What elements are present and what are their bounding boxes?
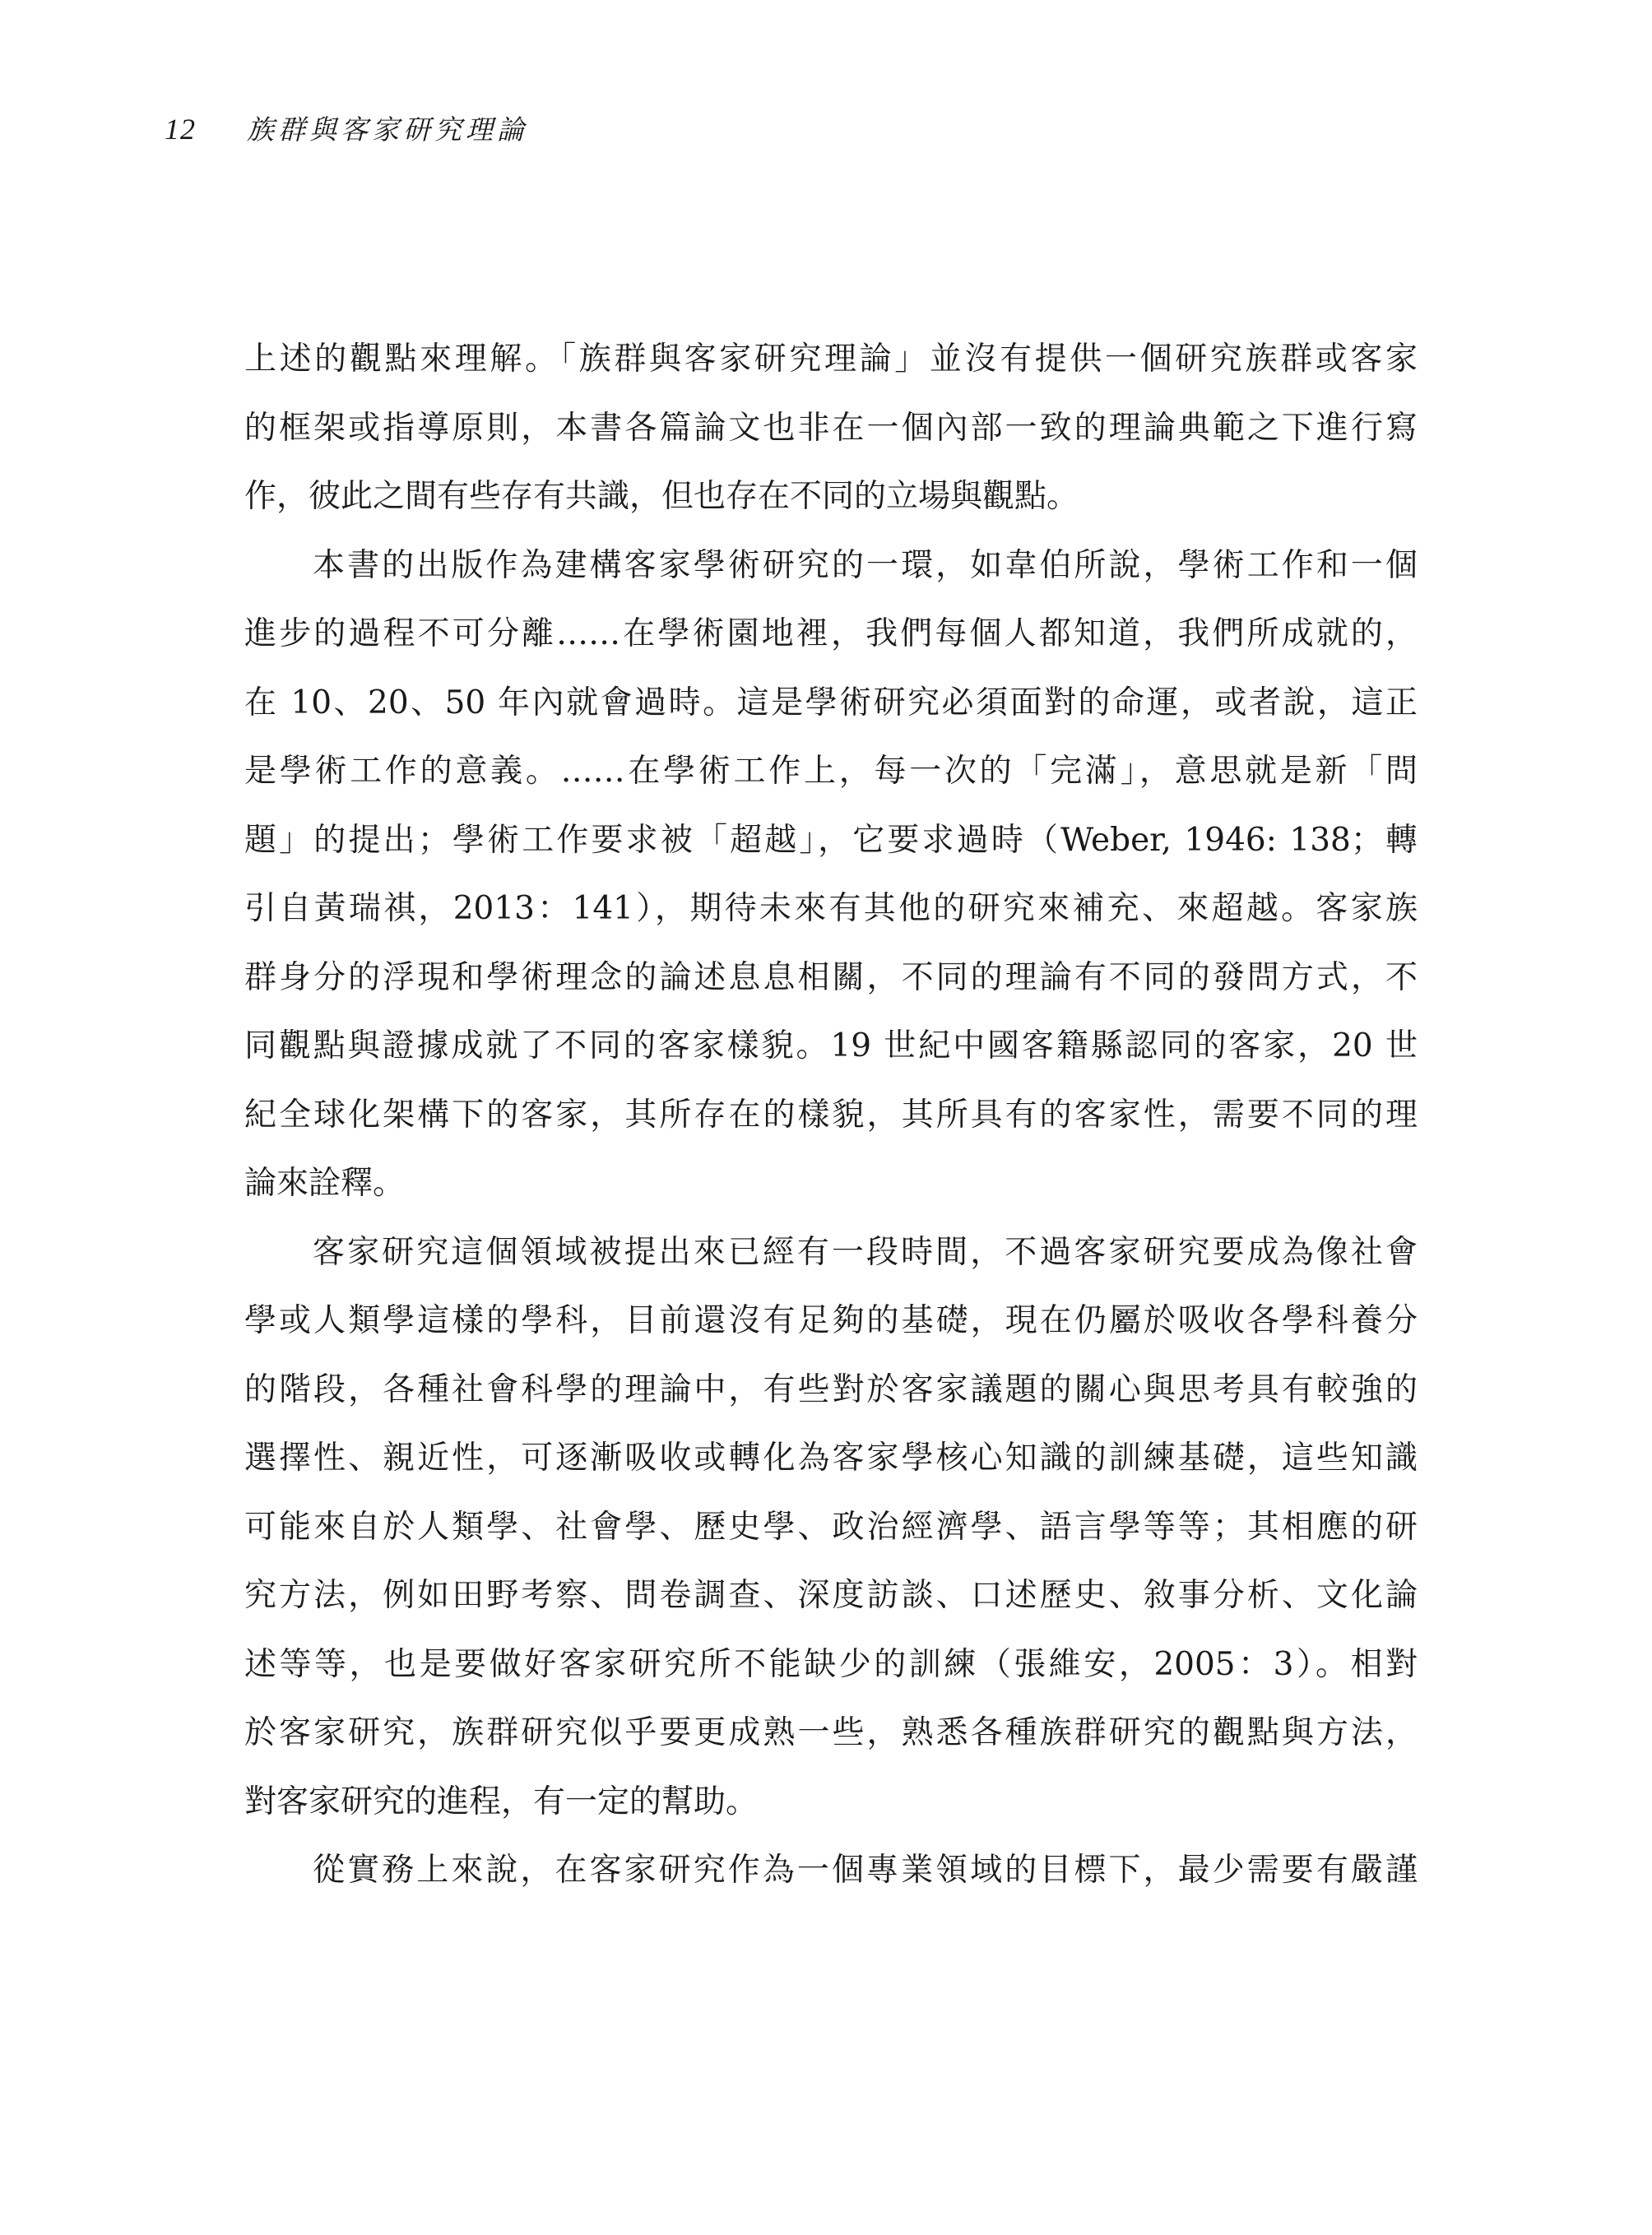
text-line: 進步的過程不可分離……在學術園地裡，我們每個人都知道，我們所成就的， [244,615,1418,652]
text-line: 是學術工作的意義。……在學術工作上，每一次的「完滿」，意思就是新「問 [244,753,1418,790]
running-head [165,109,528,150]
text-line: 紀全球化架構下的客家，其所存在的樣貌，其所具有的客家性，需要不同的理 [244,1096,1418,1134]
text-line: 作，彼此之間有些存有共識，但也存在不同的立場與觀點。 [244,478,1079,515]
text-line: 上述的觀點來理解。「族群與客家研究理論」並沒有提供一個研究族群或客家 [244,341,1418,378]
text-line: 在 10、20、50 年內就會過時。這是學術研究必須面對的命運，或者說，這正 [244,684,1418,721]
text-line: 選擇性、親近性，可逐漸吸收或轉化為客家學核心知識的訓練基礎，這些知識 [244,1440,1418,1477]
body-text [244,325,1418,1905]
text-line: 對客家研究的進程，有一定的幫助。 [244,1783,759,1820]
page-number: 12 [165,113,196,146]
text-line: 學或人類學這樣的學科，目前還沒有足夠的基礎，現在仍屬於吸收各學科養分 [244,1302,1418,1339]
text-line: 題」的提出；學術工作要求被「超越」，它要求過時（Weber, 1946: 138；轉 [244,821,1418,859]
text-line: 的階段，各種社會科學的理論中，有些對於客家議題的關心與思考具有較強的 [244,1370,1418,1408]
text-line: 引自黃瑞祺，2013：141），期待未來有其他的研究來補充、來超越。客家族 [244,890,1418,927]
text-line: 究方法，例如田野考察、問卷調查、深度訪談、口述歷史、敘事分析、文化論 [244,1577,1418,1614]
text-line: 於客家研究，族群研究似乎要更成熟一些，熟悉各種族群研究的觀點與方法， [244,1714,1418,1751]
text-line: 客家研究這個領域被提出來已經有一段時間，不過客家研究要成為像社會 [313,1233,1418,1271]
text-line: 同觀點與證據成就了不同的客家樣貌。19 世紀中國客籍縣認同的客家，20 世 [244,1027,1418,1064]
text-line: 群身分的浮現和學術理念的論述息息相關，不同的理論有不同的發問方式，不 [244,958,1418,996]
text-line: 的框架或指導原則，本書各篇論文也非在一個內部一致的理論典範之下進行寫 [244,409,1418,447]
text-line: 述等等，也是要做好客家研究所不能缺少的訓練（張維安，2005：3）。相對 [244,1645,1418,1683]
text-line: 可能來自於人類學、社會學、歷史學、政治經濟學、語言學等等；其相應的研 [244,1508,1418,1546]
text-line: 本書的出版作為建構客家學術研究的一環，如韋伯所說，學術工作和一個 [313,546,1418,584]
text-line: 論來詮釋。 [244,1165,406,1202]
book-title: 族群與客家研究理論 [247,114,528,146]
text-line: 從實務上來說，在客家研究作為一個專業領域的目標下，最少需要有嚴謹 [313,1852,1418,1889]
